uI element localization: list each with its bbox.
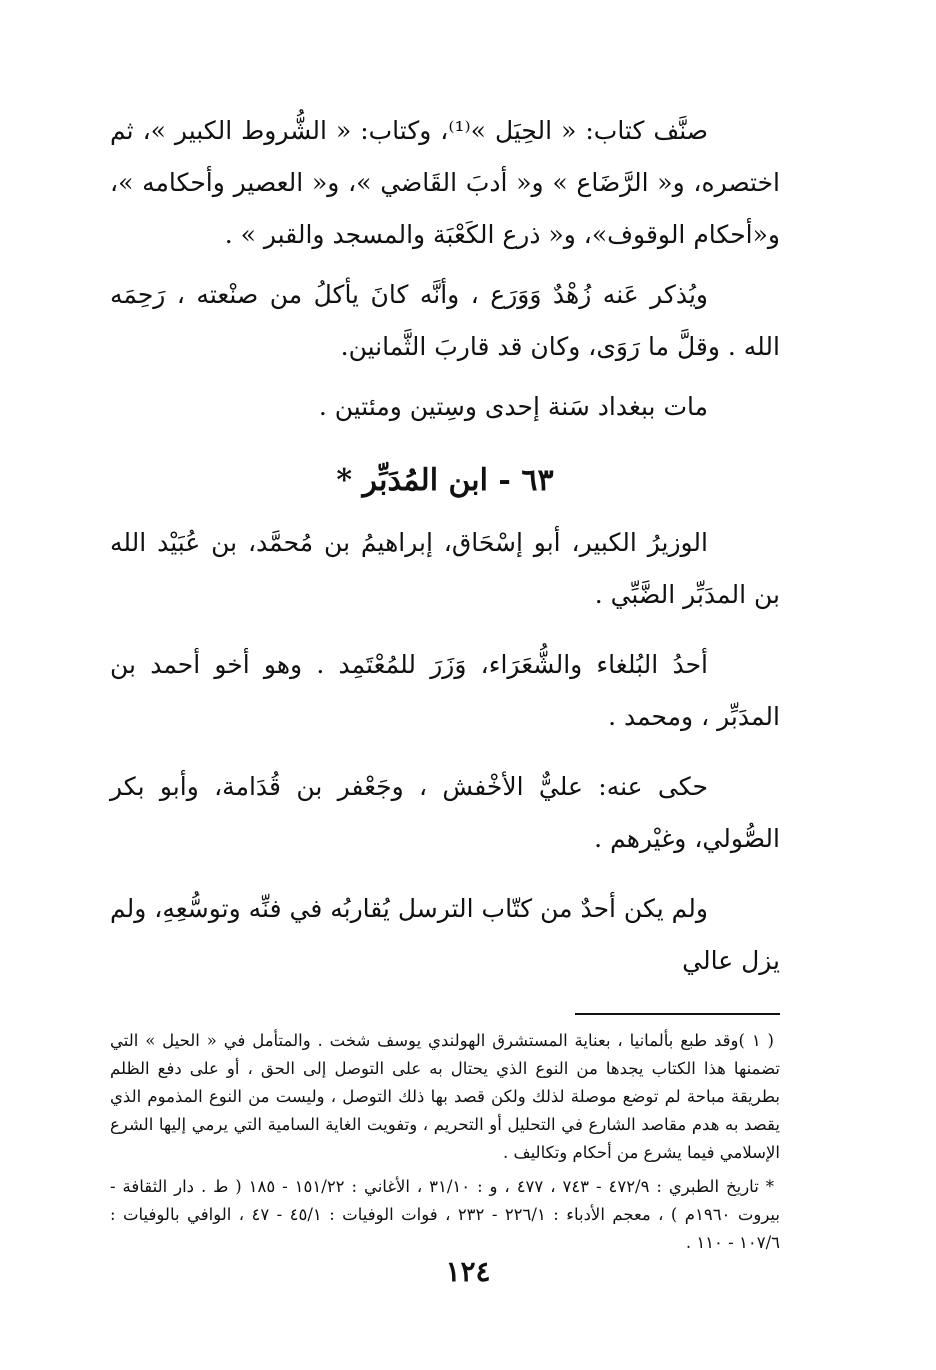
footnote-sources: * تاريخ الطبري : ٤٧٢/٩ - ٧٤٣ ، ٤٧٧ ، و : ٣١/١٠ ، الأغاني : ١٥١/٢٢ - ١٨٥ ( ط . دار الثقافة - بيروت ١٩٦٠م ) ، معجم الأدباء : ٢٢٦/١ - ٢٣٢ ، فوات الوفيات : ٤٥/١ - ٤٧ ، الوافي بالوفيات : ١٠٧/٦ - ١١٠ .: [110, 1177, 781, 1252]
footnote-1: ( ١ )وقد طبع بألمانيا ، بعناية المستشرق الهولندي يوسف شخت . والمتأمل في « الحيل » التي تضمنها هذا الكتاب يجدها من النوع الذي يحتال به على التوصل إلى الحق ، أو على دفع الظلم بطريقة مباحة لم توضع موصلة لذلك ولكن قصد بها ذلك التوصل ، وليست من النوع المذموم الذي يقصد به هدم مقاصد الشارع في التحليل أو التحريم ، وتفويت الغاية السامية التي يرمي إليها الشرع الإسلامي فيما يشرع من أحكام وتكاليف .: [110, 1031, 780, 1162]
footnote-divider: [575, 1013, 780, 1015]
paragraph-description: أحدُ البُلغاء والشُّعَرَاء، وَزَرَ للمُعْتَمِد . وهو أخو أحمد بن المدَبِّر ، ومحمد .: [110, 650, 780, 731]
paragraph-narrators: حكى عنه: عليٌّ الأخْفش ، وجَعْفر بن قُدَامة، وأبو بكر الصُّولي، وغيْرهم .: [110, 772, 780, 853]
paragraph-works: صنَّف كتاب: « الحِيَل »⁽¹⁾، وكتاب: « الشُّروط الكبير »، ثم اختصره، و« الرَّضَاع » و« أدبَ القَاضي »، و« العصير وأحكامه »، و«أحكام الوقوف»، و« ذرع الكَعْبَة والمسجد والقبر » .: [110, 116, 780, 249]
page-body: [110, 105, 780, 1325]
paragraph-skill: ولم يكن أحدٌ من كتّاب الترسل يُقاربُه في فنِّه وتوسُّعِهِ، ولم يزل عالي: [109, 894, 780, 975]
entry-heading: ٦٣ - ابن المُدَبِّر *: [336, 463, 554, 498]
page-number: ١٢٤: [445, 1255, 491, 1288]
paragraph-asceticism: ويُذكر عَنه زُهْدٌ وَوَرَع ، وأنَّه كانَ يأكلُ من صنْعته ، رَحِمَه الله . وقلَّ ما رَوَى، وكان قد قاربَ الثَّمانين.: [110, 280, 780, 361]
paragraph-death: مات ببغداد سَنة إحدى وسِتين ومئتين .: [318, 392, 708, 421]
paragraph-name: الوزيرُ الكبير، أبو إسْحَاق، إبراهيمُ بن مُحمَّد، بن عُبَيْد الله بن المدَبِّر الضَّبِّي .: [110, 528, 780, 609]
